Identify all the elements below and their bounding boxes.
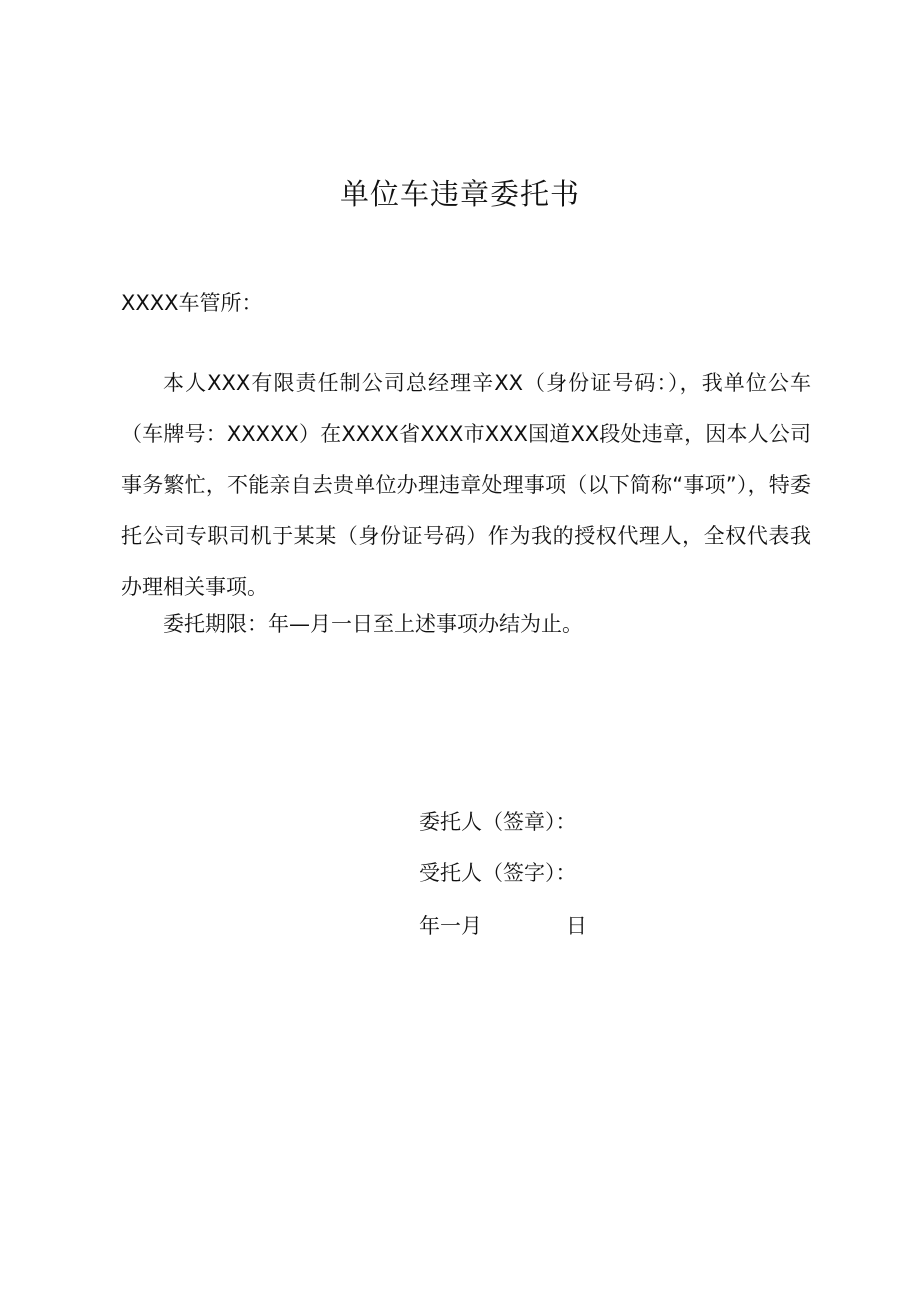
principal-signature-line: 委托人（签章）： — [419, 810, 577, 834]
document-title: 单位车违章委托书 — [339, 177, 580, 211]
date-line: 年一月 — [419, 914, 482, 938]
body-paragraph: 本人XXX有限责任制公司总经理辛XX（身份证号码：），我单位公车（车牌号：XXXXX）在XXXX省XXX市XXX国道XX段处违章，因本人公司事务繁忙，不能亲自去贵单位办理违章处理事项（以下简称“事项”），特委托公司专职司机于某某（身份证号码）作为我的授权代理人，全权代表我办理相关事项。 — [121, 371, 811, 599]
addressee: XXXX车管所： — [121, 291, 263, 315]
date-day-label: 日 — [566, 914, 587, 938]
agent-signature-line: 受托人（签字）： — [419, 861, 577, 885]
term-paragraph: 委托期限：年—月一日至上述事项办结为止。 — [163, 612, 583, 636]
